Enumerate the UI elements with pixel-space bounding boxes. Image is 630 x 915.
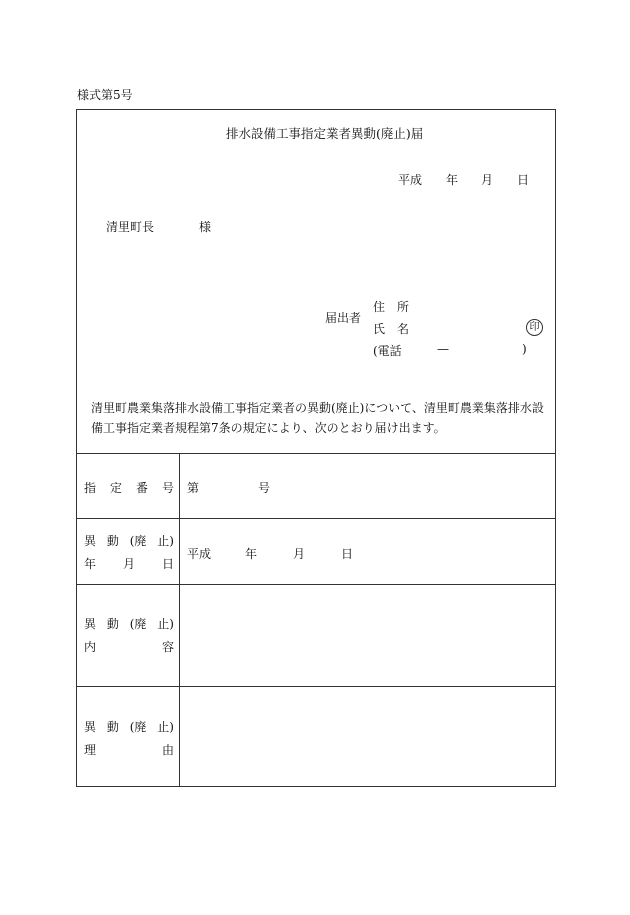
row-divider-2 bbox=[76, 584, 556, 585]
name-label: 氏 名 bbox=[373, 322, 410, 336]
phone-close: ) bbox=[522, 342, 527, 356]
date-year-label: 年 bbox=[446, 173, 459, 187]
address-label: 住 所 bbox=[373, 300, 410, 314]
designation-number-prefix: 第 bbox=[187, 481, 200, 495]
document-title: 排水設備工事指定業者異動(廃止)届 bbox=[226, 126, 424, 141]
change-date-month: 月 bbox=[293, 547, 306, 561]
change-date-era: 平成 bbox=[187, 547, 212, 561]
addressee-honorific: 様 bbox=[199, 220, 212, 234]
designation-number-label: 指 定 番 号 bbox=[84, 481, 174, 495]
change-reason-label: 異 動 (廃 止) 理 由 bbox=[84, 720, 174, 757]
row-divider-3 bbox=[76, 686, 556, 687]
change-date-year: 年 bbox=[245, 547, 258, 561]
table-top-line bbox=[76, 453, 556, 454]
row-divider-1 bbox=[76, 518, 556, 519]
date-era: 平成 bbox=[398, 173, 423, 187]
phone-dash: — bbox=[437, 342, 449, 356]
declaration-text: 清里町農業集落排水設備工事指定業者の異動(廃止)について、清里町農業集落排水設備工事指定業者規程第7条の規定により、次のとおり届け出ます。 bbox=[91, 401, 544, 435]
change-content-label: 異 動 (廃 止) 内 容 bbox=[84, 617, 174, 654]
change-date-label: 異 動 (廃 止) 年 月 日 bbox=[84, 534, 174, 571]
phone-open-label: (電話 bbox=[373, 344, 402, 358]
date-day-label: 日 bbox=[517, 173, 530, 187]
date-month-label: 月 bbox=[481, 173, 494, 187]
seal-mark: 印 bbox=[526, 319, 543, 336]
declarant-label: 届出者 bbox=[325, 311, 362, 325]
addressee-name: 清里町長 bbox=[106, 220, 155, 234]
designation-number-suffix: 号 bbox=[258, 481, 271, 495]
table-column-divider bbox=[179, 453, 180, 787]
form-number: 様式第5号 bbox=[77, 88, 133, 102]
change-date-day: 日 bbox=[341, 547, 354, 561]
